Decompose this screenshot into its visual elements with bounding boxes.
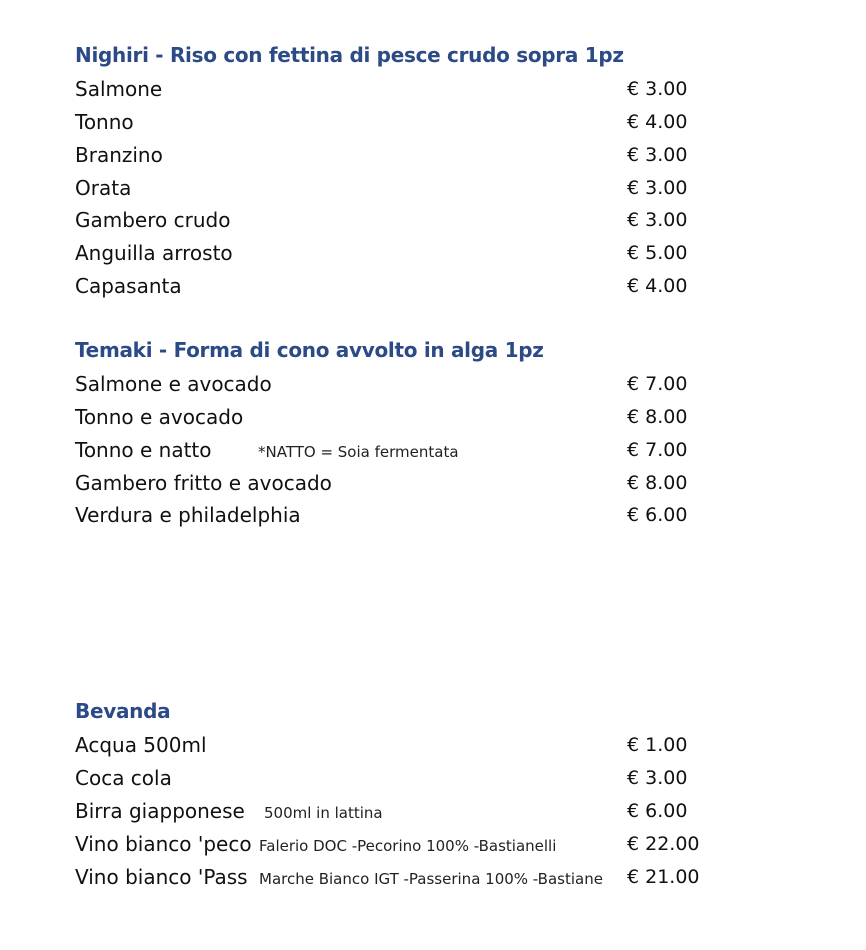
menu-item	[75, 403, 715, 431]
item-name: Orata	[75, 176, 132, 200]
item-price: € 7.00	[627, 436, 687, 464]
item-name: Verdura e philadelphia	[75, 503, 301, 527]
item-note: *NATTO = Soia fermentata	[258, 443, 459, 461]
menu-item	[75, 174, 715, 202]
item-price: € 1.00	[627, 731, 687, 759]
section-title-temaki: Temaki - Forma di cono avvolto in alga 1pz	[75, 338, 544, 362]
item-price: € 5.00	[627, 239, 687, 267]
item-price: € 8.00	[627, 403, 687, 431]
item-price: € 4.00	[627, 272, 687, 300]
item-name: Salmone e avocado	[75, 372, 272, 396]
item-price: € 3.00	[627, 206, 687, 234]
menu-item	[75, 501, 715, 529]
menu-item	[75, 830, 715, 858]
menu-item	[75, 239, 715, 267]
item-name: Tonno e natto	[75, 438, 212, 462]
menu-item	[75, 469, 715, 497]
menu-item	[75, 141, 715, 169]
menu-item	[75, 764, 715, 792]
item-name: Gambero crudo	[75, 208, 231, 232]
item-note: 500ml in lattina	[264, 804, 383, 822]
menu-item	[75, 272, 715, 300]
item-name: Tonno e avocado	[75, 405, 244, 429]
item-name: Capasanta	[75, 274, 182, 298]
menu-item	[75, 863, 715, 891]
menu-item	[75, 75, 715, 103]
menu-item	[75, 731, 715, 759]
item-price: € 3.00	[627, 174, 687, 202]
item-name: Anguilla arrosto	[75, 241, 233, 265]
menu-item	[75, 370, 715, 398]
item-price: € 21.00	[627, 863, 700, 891]
item-name: Acqua 500ml	[75, 733, 207, 757]
section-title-bevanda: Bevanda	[75, 699, 171, 723]
item-price: € 7.00	[627, 370, 687, 398]
item-note: Falerio DOC -Pecorino 100% -Bastianelli	[259, 837, 557, 855]
menu-item	[75, 797, 715, 825]
menu-item	[75, 108, 715, 136]
menu-item	[75, 436, 715, 464]
item-name: Birra giapponese	[75, 799, 245, 823]
menu-item	[75, 206, 715, 234]
item-name: Tonno	[75, 110, 134, 134]
section-title-nighiri: Nighiri - Riso con fettina di pesce crudo sopra 1pz	[75, 43, 624, 67]
item-name: Branzino	[75, 143, 163, 167]
item-note: Marche Bianco IGT -Passerina 100% -Bastiane	[259, 870, 603, 888]
item-price: € 8.00	[627, 469, 687, 497]
item-price: € 3.00	[627, 141, 687, 169]
item-price: € 22.00	[627, 830, 700, 858]
item-price: € 3.00	[627, 75, 687, 103]
item-price: € 3.00	[627, 764, 687, 792]
item-name: Gambero fritto e avocado	[75, 471, 332, 495]
item-name: Coca cola	[75, 766, 172, 790]
item-price: € 4.00	[627, 108, 687, 136]
item-price: € 6.00	[627, 501, 687, 529]
item-price: € 6.00	[627, 797, 687, 825]
item-name: Vino bianco 'Pass	[75, 865, 248, 889]
item-name: Vino bianco 'peco	[75, 832, 252, 856]
item-name: Salmone	[75, 77, 163, 101]
